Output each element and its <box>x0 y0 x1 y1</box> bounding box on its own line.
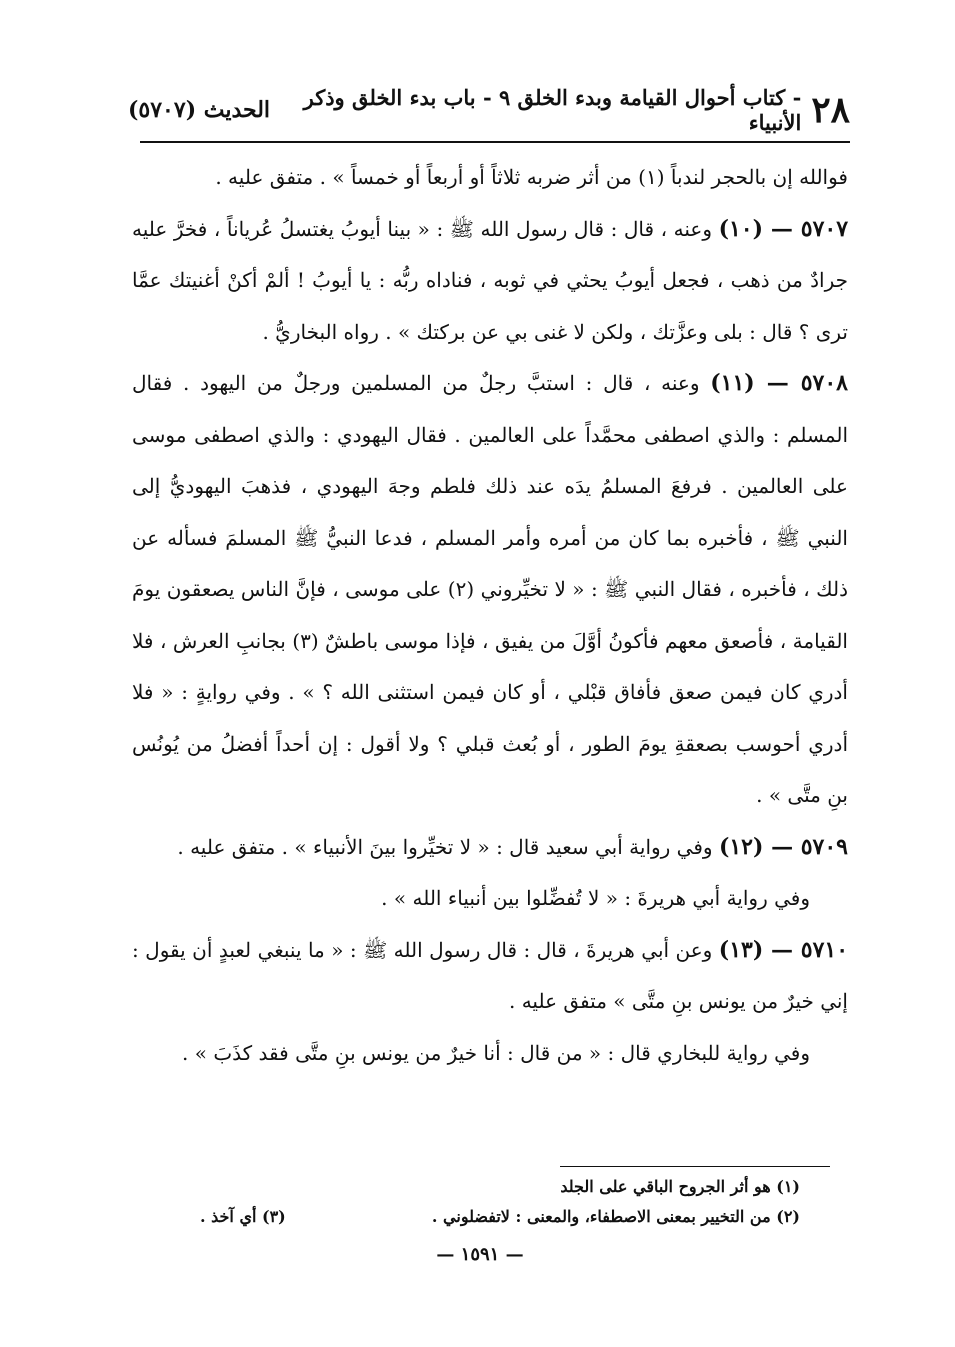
header-rule <box>140 141 850 143</box>
hadith-paragraph <box>132 925 848 1028</box>
hadith-number: ٥٧٠٩ — (١٢) <box>718 833 848 860</box>
header-title: - كتاب أحوال القيامة وبدء الخلق ٩ - باب بدء الخلق وذكر الأنبياء <box>303 85 802 135</box>
paragraph-text: وعنه ، قال : قال رسول الله ﷺ : « بينا أيوبُ يغتسلُ عُرياناً ، فخرَّ عليه جرادٌ من ذهب ، فجعل أيوبُ يحثي في ثوبه ، فناداه ربُّه : يا أيوبُ ! ألمْ أكنْ أغنيتك عمَّا ترى ؟ قال : بلى وعزَّتك ، ولكن لا غنى بي عن بركتك » . رواه البخاريُّ . <box>132 216 848 344</box>
paragraph-text: وعن أبي هريرةَ ، قال : قال رسول الله ﷺ : « ما ينبغي لعبدٍ أن يقول : إني خيرٌ من يونس بنِ متَّى » متفق عليه . <box>132 937 848 1013</box>
footnote <box>200 1172 800 1202</box>
header-page-number: ٢٨ <box>811 89 850 131</box>
footnote-label: (١) <box>776 1177 800 1196</box>
footnote-text: أي آخذ . <box>200 1207 257 1226</box>
footnote-row <box>200 1202 800 1232</box>
footnote-label: (٣) <box>262 1207 286 1226</box>
footnote <box>432 1202 800 1232</box>
footer-page-number: — ١٥٩١ — <box>436 1244 524 1265</box>
paragraph-text: وفي رواية للبخاري قال : « من قال : أنا خيرٌ من يونس بنِ متَّى فقد كذَبَ » . <box>182 1040 810 1065</box>
footnote-text: من التخيير بمعنى الاصطفاء، والمعنى : لاتفضلوني . <box>431 1207 771 1226</box>
paragraph-text: وعنه ، قال : استبَّ رجلٌ من المسلمين ورجلٌ من اليهود . فقال المسلم : والذي اصطفى محمَّداً على العالمين . فقال اليهودي : والذي اصطفى موسى على العالمين . فرفعَ المسلمُ يدَه عند ذلك فلطم وجهَ اليهودي ، فذهبَ اليهوديُّ إلى النبي ﷺ ، فأخبره بما كان من أمره وأمر المسلم ، فدعا النبيُّ ﷺ المسلمَ فسأله عن ذلك ، فأخبره ، فقال النبي ﷺ : « لا تخيِّروني (٢) على موسى ، فإنَّ الناس يصعقون يومَ القيامة ، فأصعق معهم فأكونُ أوَّلَ من يفيق ، فإذا موسى باطشٌ (٣) بجانبِ العرش ، فلا أدري كان فيمن صعق فأفاق قبْلي ، أو كان فيمن استثنى الله ؟ » . وفي روايةٍ : « فلا أدري أحوسب بصعقةِ يومَ الطور ، أو بُعث قبلي ؟ ولا أقول : إن أحداً أفضلُ من يُونُس بنِ متَّى » . <box>132 371 849 807</box>
page-header <box>128 85 850 135</box>
footnotes <box>200 1172 800 1232</box>
footnote-label: (٢) <box>776 1207 800 1226</box>
paragraph <box>132 1028 848 1080</box>
footnote <box>200 1202 286 1232</box>
paragraph <box>132 152 848 204</box>
header-hadith-label: الحديث (٥٧٠٧) <box>128 97 271 123</box>
paragraph <box>132 873 848 925</box>
hadith-number: ٥٧٠٧ — (١٠) <box>718 215 849 242</box>
paragraph-text: وفي رواية أبي هريرةَ : « لا تُفضِّلوا بين أنبياء الله » . <box>381 886 810 910</box>
main-text <box>132 152 848 1079</box>
hadith-number: ٥٧٠٨ — (١١) <box>710 370 848 396</box>
footnote-text: هو أثر الجروح الباقي على الجلد <box>560 1177 771 1196</box>
hadith-paragraph <box>132 204 848 359</box>
footnote-rule <box>560 1166 830 1167</box>
hadith-number: ٥٧١٠ — (١٣) <box>718 936 849 963</box>
hadith-paragraph <box>132 358 848 822</box>
paragraph-text: وفي رواية أبي سعيد قال : « لا تخيِّروا بينَ الأنبياء » . متفق عليه . <box>177 834 713 859</box>
hadith-paragraph <box>132 822 848 874</box>
paragraph-text: فوالله إن بالحجر لندباً (١) من أثر ضربه ثلاثاً أو أربعاً أو خمساً » . متفق عليه . <box>215 165 848 189</box>
